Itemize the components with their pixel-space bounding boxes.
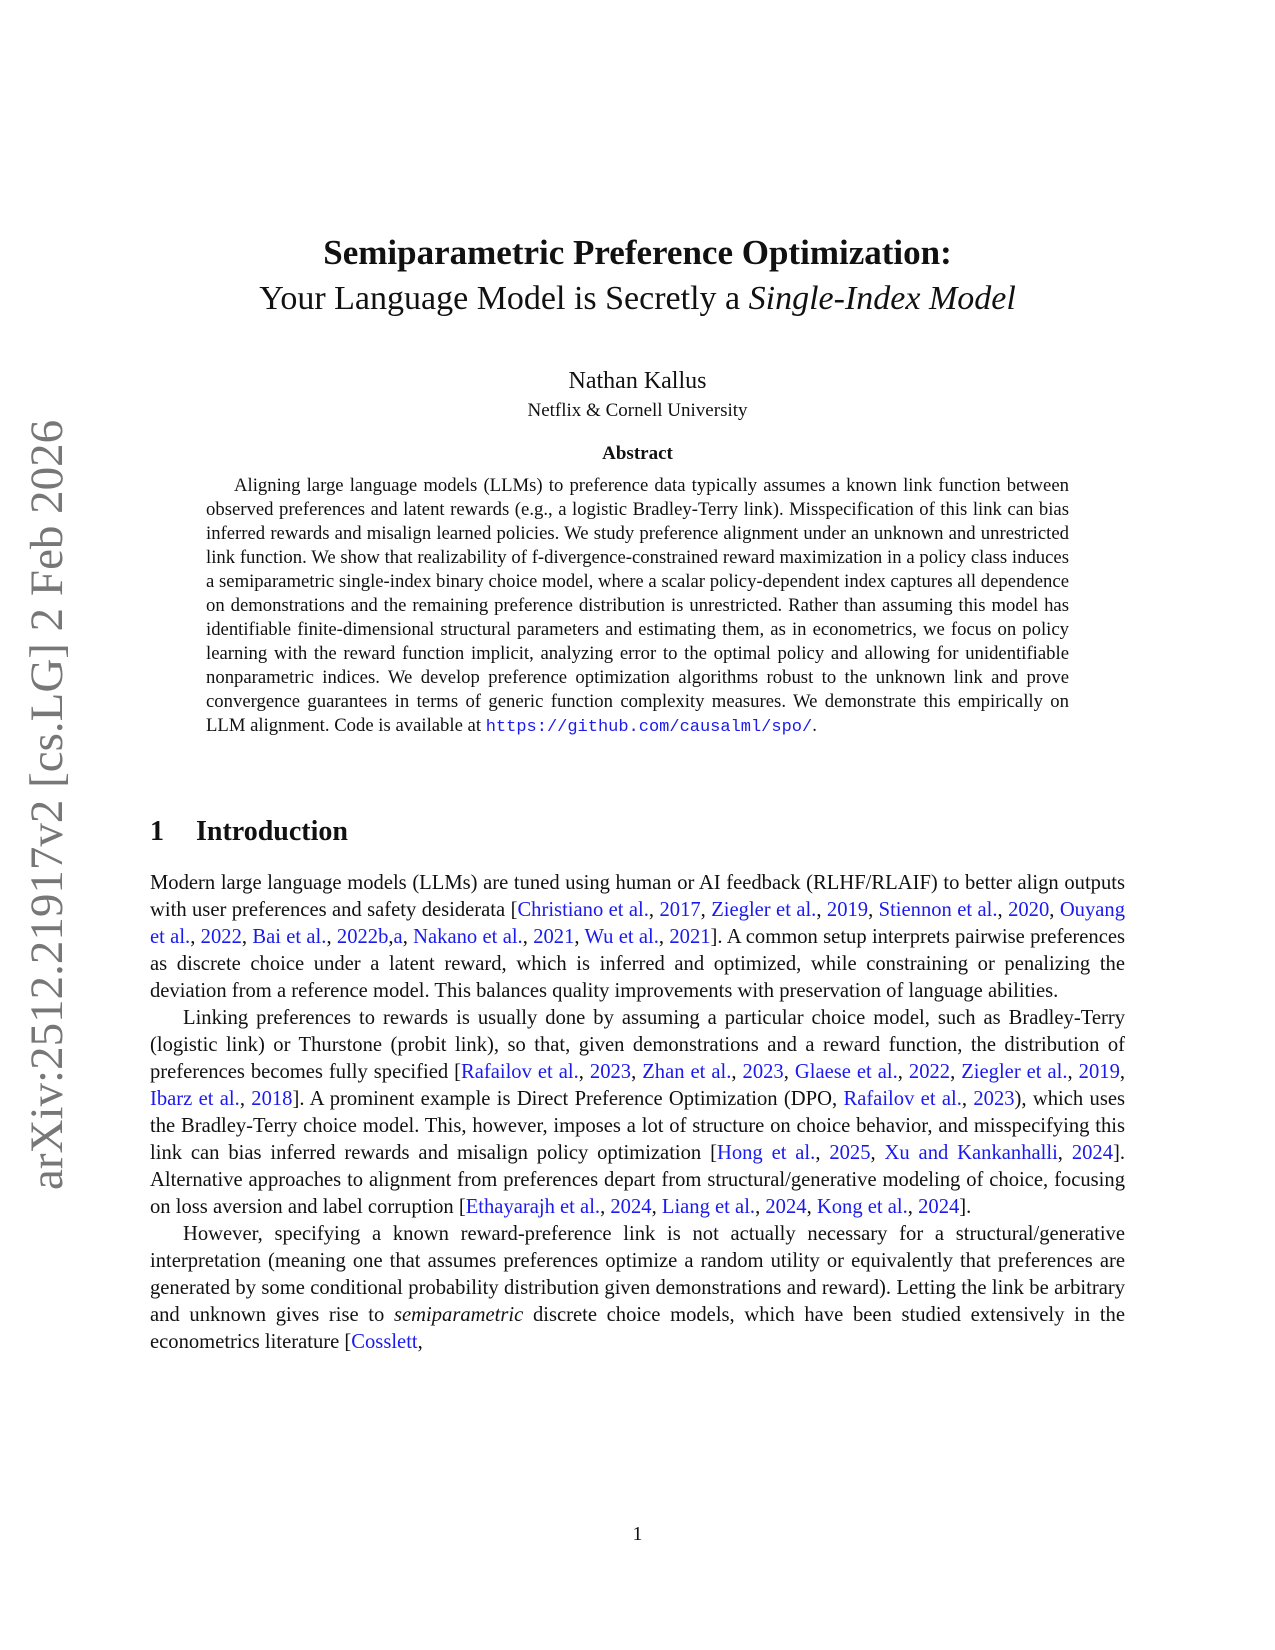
paragraph-text: , [241, 926, 253, 948]
code-link[interactable]: https://github.com/causalml/spo/ [485, 718, 813, 737]
paragraph-text: , [600, 1196, 611, 1218]
paragraph-text: , [1119, 1061, 1126, 1083]
paragraph [150, 1005, 1125, 1221]
paragraph-text: , [658, 926, 670, 948]
paragraph-text: , [1067, 1061, 1079, 1083]
citation-link[interactable]: 2021 [669, 926, 711, 948]
citation-link[interactable]: a [393, 926, 403, 948]
paragraph-text: , [907, 1196, 919, 1218]
citation-link[interactable]: Ziegler et al. [961, 1061, 1068, 1083]
citation-link[interactable]: Zhan et al. [642, 1061, 732, 1083]
citation-link[interactable]: Rafailov et al. [843, 1088, 962, 1110]
citation-link[interactable]: Ethayarajh et al. [465, 1196, 601, 1218]
paragraph-text: ]. Alternative approaches to alignment from preferences depart from structural/generative modeling of choice, focusing on loss aversion and label corruption [ [150, 1142, 1126, 1218]
citation-link[interactable]: 2019 [826, 899, 869, 921]
paragraph-text: , [1049, 899, 1060, 921]
paragraph-text: , [648, 899, 660, 921]
citation-link[interactable]: Bai et al. [252, 926, 327, 948]
paragraph-text: ), which uses the Bradley-Terry choice model. This, however, imposes a lot of structure on choice behavior, and misspecifying this link can bias inferred rewards and misalign policy optimization [ [150, 1088, 1125, 1164]
paragraph-text: , [631, 1061, 643, 1083]
page-number: 1 [632, 1523, 643, 1545]
abstract-body: Aligning large language models (LLMs) to preference data typically assumes a known link function between observed preferences and latent rewards (e.g., a logistic Bradley-Terry link). Misspecification of this link can bias inferred rewards and misalign learned policies. We study preference alignment under an unknown and unrestricted link function. We show that realizability of f-divergence-constrained reward maximization in a policy class induces a semiparametric single-index binary choice model, where a scalar policy-dependent index captures all dependence on demonstrations and the remaining preference distribution is unrestricted. Rather than assuming this model has identifiable finite-dimensional structural parameters and estimating them, as in econometrics, we focus on policy learning with the reward function implicit, analyzing error to the optimal policy and allowing for unidentifiable nonparametric indices. We develop preference optimization algorithms robust to the unknown link and prove convergence guarantees in terms of generic function complexity measures. We demonstrate this empirically on LLM alignment. Code is available at [206, 475, 1069, 736]
citation-link[interactable]: Rafailov et al. [460, 1061, 579, 1083]
arxiv-identifier-stamp: arXiv:2512.21917v2 [cs.LG] 2 Feb 2026 [21, 419, 73, 1190]
citation-link[interactable]: Cosslett [351, 1331, 418, 1353]
paragraph-text: ]. A common setup interprets pairwise preferences as discrete choice under a latent reward, which is inferred and optimized, while constraining or penalizing the deviation from a reference model. This balances quality improvements with preservation of language abilities. [150, 926, 1126, 1002]
paragraph-text: ]. [959, 1196, 972, 1218]
paragraph-text: , [815, 1142, 830, 1164]
citation-link[interactable]: Hong et al. [716, 1142, 816, 1164]
paragraph [150, 870, 1125, 1005]
citation-link[interactable]: Xu and Kankanhalli [884, 1142, 1058, 1164]
subtitle-plain: Your Language Model is Secretly a [259, 280, 749, 317]
paragraph-text: , [522, 926, 534, 948]
paragraph-text: , [326, 926, 337, 948]
citation-link[interactable]: Wu et al. [584, 926, 659, 948]
title-block [160, 230, 1115, 424]
paragraph-text: , [190, 926, 201, 948]
citation-link[interactable]: 2019 [1078, 1061, 1120, 1083]
citation-link[interactable]: 2020 [1008, 899, 1050, 921]
paragraph-text: Modern large language models (LLMs) are tuned using human or AI feedback (RLHF/RLAIF) to better align outputs with user preferences and safety desiderata [ [150, 872, 1125, 921]
citation-link[interactable]: 2023 [973, 1088, 1015, 1110]
citation-link[interactable]: Stiennon et al. [878, 899, 998, 921]
citation-link[interactable]: Liang et al. [661, 1196, 756, 1218]
paragraph-text: , [816, 899, 827, 921]
citation-link[interactable]: 2022 [908, 1061, 951, 1083]
paragraph-text: , [755, 1196, 766, 1218]
citation-link[interactable]: Glaese et al. [794, 1061, 898, 1083]
citation-link[interactable]: 2024 [1071, 1142, 1113, 1164]
emphasis-text: semiparametric [394, 1304, 524, 1326]
paragraph-text: , [806, 1196, 817, 1218]
citation-link[interactable]: 2023 [742, 1061, 784, 1083]
paragraph-text: , [997, 899, 1009, 921]
paragraph-text: However, specifying a known reward-preference link is not actually necessary for a structural/generative interpretation (meaning one that assumes preferences optimize a random utility or equivalently that preferences are generated by some conditional probability distribution given demonstrations and reward). Letting the link be arbitrary and unknown gives rise to [150, 1223, 1125, 1326]
citation-link[interactable]: 2024 [918, 1196, 960, 1218]
citation-link[interactable]: Kong et al. [816, 1196, 908, 1218]
citation-link[interactable]: Ziegler et al. [711, 899, 817, 921]
citation-link[interactable]: 2017 [659, 899, 701, 921]
citation-link[interactable]: 2024 [765, 1196, 807, 1218]
paragraph-text: , [783, 1061, 795, 1083]
paragraph-text: , [961, 1088, 974, 1110]
citation-link[interactable]: 2021 [533, 926, 575, 948]
citation-link[interactable]: Nakano et al. [413, 926, 523, 948]
section-heading [150, 815, 348, 849]
citation-link[interactable]: Ibarz et al. [150, 1088, 240, 1110]
paragraph-text: , [950, 1061, 962, 1083]
abstract-end: . [812, 715, 817, 736]
abstract-heading: Abstract [602, 443, 673, 464]
paragraph-text: , [731, 1061, 743, 1083]
paragraph-text: , [868, 899, 879, 921]
paragraph-text: discrete choice models, which have been studied extensively in the econometrics literature [ [150, 1304, 1125, 1353]
citation-link[interactable]: 2022b [336, 926, 389, 948]
abstract-section [206, 440, 1069, 740]
citation-link[interactable]: 2018 [251, 1088, 293, 1110]
paragraph-text: , [388, 926, 394, 948]
paragraph-text: , [239, 1088, 252, 1110]
section-title: Introduction [196, 816, 348, 847]
paragraph-text: , [402, 926, 414, 948]
citation-link[interactable]: Christiano et al. [517, 899, 649, 921]
paragraph-text: , [700, 899, 712, 921]
paper-subtitle [160, 276, 1115, 322]
citation-link[interactable]: 2022 [200, 926, 242, 948]
paragraph-text: , [417, 1331, 423, 1353]
citation-link[interactable]: 2025 [829, 1142, 871, 1164]
subtitle-italic: Single-Index Model [748, 280, 1016, 317]
paragraph-text: , [897, 1061, 909, 1083]
body-text [150, 870, 1125, 1356]
paragraph-text: , [651, 1196, 662, 1218]
paragraph-text: ]. A prominent example is Direct Preference Optimization (DPO, [292, 1088, 844, 1110]
section-number: 1 [150, 816, 164, 847]
paragraph-text: , [574, 926, 585, 948]
author-affiliation: Netflix & Cornell University [527, 400, 748, 421]
abstract-text [206, 474, 1069, 740]
citation-link[interactable]: Ouyang et al. [150, 899, 1126, 948]
citation-link[interactable]: 2024 [610, 1196, 652, 1218]
paragraph-text: , [578, 1061, 590, 1083]
paragraph [150, 1221, 1125, 1356]
paragraph-text: , [1057, 1142, 1072, 1164]
author-name: Nathan Kallus [568, 368, 707, 394]
paragraph-text: Linking preferences to rewards is usually done by assuming a particular choice model, such as Bradley-Terry (logistic link) or Thurstone (probit link), so that, given demonstrations and a reward function, the distribution of preferences becomes fully specified [ [150, 1007, 1125, 1083]
paragraph-text: , [870, 1142, 885, 1164]
citation-link[interactable]: 2023 [589, 1061, 632, 1083]
paper-title: Semiparametric Preference Optimization: [323, 233, 952, 272]
